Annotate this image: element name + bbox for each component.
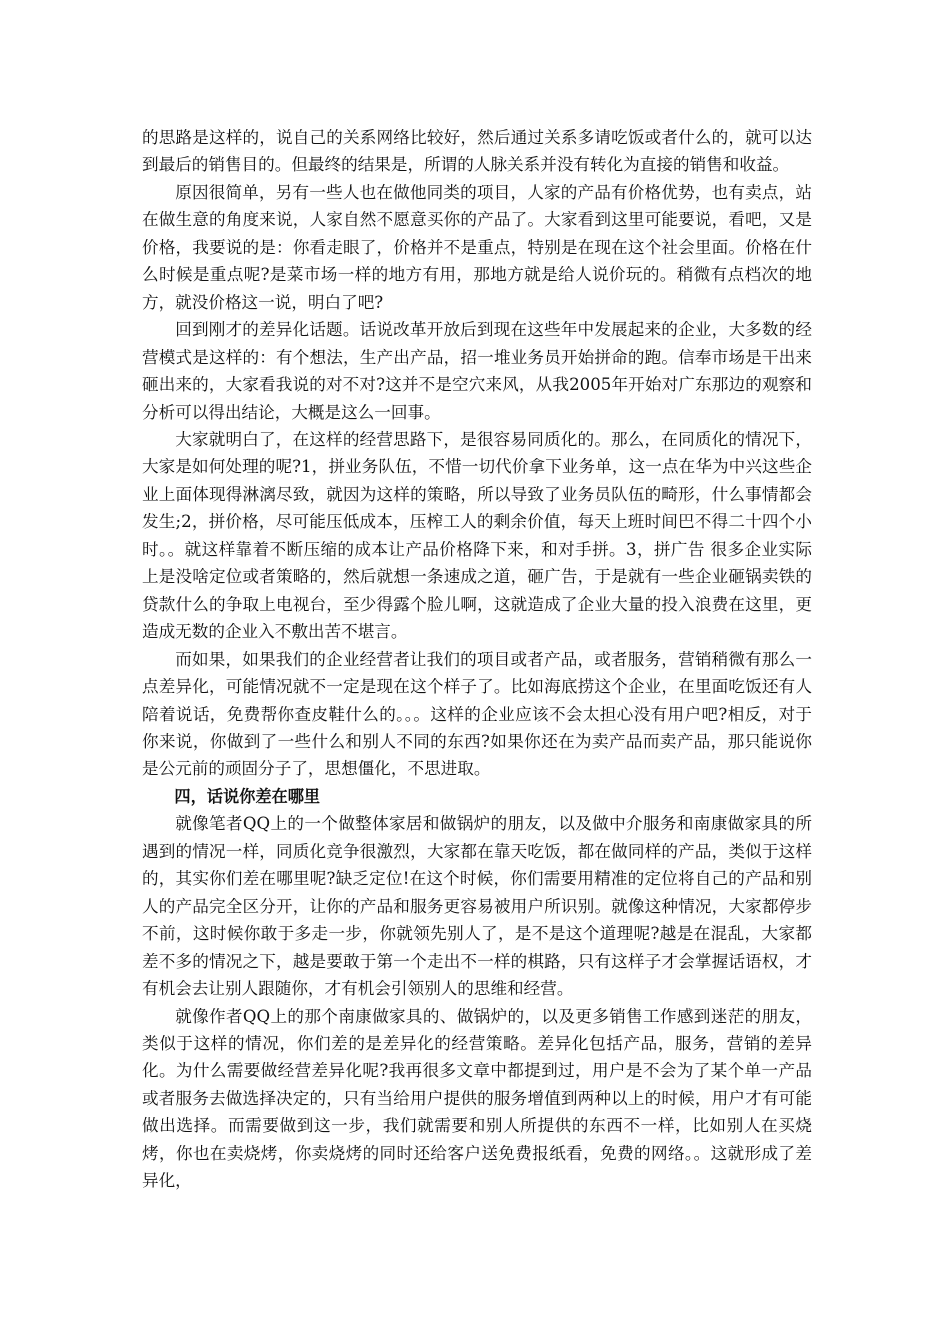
section-heading: 四，话说你差在哪里 bbox=[174, 786, 321, 806]
paragraph: 而如果，如果我们的企业经营者让我们的项目或者产品，或者服务，营销稍微有那么一点差异化，可能情况就不一定是现在这个样子了。比如海底捞这个企业，在里面吃饭还有人陪着说话，免费帮你查皮鞋什么的。。。这样的企业应该不会太担心没有用户吧?相反，对于你来说，你做到了一些什么和别人不同的东西?如果你还在为卖产品而卖产品，那只能说你是公元前的顽固分子了，思想僵化，不思进取。 bbox=[142, 649, 812, 779]
paragraph-continued: 的思路是这样的，说自己的关系网络比较好，然后通过关系多请吃饭或者什么的，就可以达到最后的销售目的。但最终的结果是，所谓的人脉关系并没有转化为直接的销售和收益。 bbox=[142, 128, 812, 175]
paragraph: 原因很简单，另有一些人也在做他同类的项目，人家的产品有价格优势，也有卖点，站在做生意的角度来说，人家自然不愿意买你的产品了。大家看到这里可能要说，看吧，又是价格，我要说的是：你看走眼了，价格并不是重点，特别是在现在这个社会里面。价格在什么时候是重点呢?是菜市场一样的地方有用，那地方就是给人说价玩的。稍微有点档次的地方，就没价格这一说，明白了吧? bbox=[142, 182, 812, 312]
paragraph: 回到刚才的差异化话题。话说改革开放后到现在这些年中发展起来的企业，大多数的经营模式是这样的：有个想法，生产出产品，招一堆业务员开始拼命的跑。信奉市场是干出来砸出来的，大家看我说的对不对?这并不是空穴来风，从我2005年开始对广东那边的观察和分析可以得出结论，大概是这么一回事。 bbox=[142, 320, 812, 422]
paragraph: 就像笔者QQ上的一个做整体家居和做锅炉的朋友，以及做中介服务和南康做家具的所遇到的情况一样，同质化竞争很激烈，大家都在靠天吃饭，都在做同样的产品，类似于这样的，其实你们差在哪里呢?缺乏定位!在这个时候，你们需要用精准的定位将自己的产品和别人的产品完全区分开，让你的产品和服务更容易被用户所识别。就像这种情况，大家都停步不前，这时候你敢于多走一步，你就领先别人了，是不是这个道理呢?越是在混乱，大家都差不多的情况之下，越是要敢于第一个走出不一样的棋路，只有这样子才会掌握话语权，才有机会去让别人跟随你，才有机会引领别人的思维和经营。 bbox=[142, 814, 812, 999]
paragraph: 大家就明白了，在这样的经营思路下，是很容易同质化的。那么，在同质化的情况下，大家是如何处理的呢?1，拼业务队伍，不惜一切代价拿下业务单，这一点在华为中兴这些企业上面体现得淋漓尽致，就因为这样的策略，所以导致了业务员队伍的畸形，什么事情都会发生;2，拼价格，尽可能压低成本，压榨工人的剩余价值，每天上班时间巴不得二十四个小时。。就这样靠着不断压缩的成本让产品价格降下来，和对手拼。3，拼广告 很多企业实际上是没啥定位或者策略的，然后就想一条速成之道，砸广告，于是就有一些企业砸锅卖铁的贷款什么的争取上电视台，至少得露个脸儿啊，这就造成了企业大量的投入浪费在这里，更造成无数的企业入不敷出苦不堪言。 bbox=[142, 429, 812, 642]
document-body bbox=[142, 124, 812, 1195]
paragraph: 就像作者QQ上的那个南康做家具的、做锅炉的，以及更多销售工作感到迷茫的朋友，类似于这样的情况，你们差的是差异化的经营策略。差异化包括产品，服务，营销的差异化。为什么需要做经营差异化呢?我再很多文章中都提到过，用户是不会为了某个单一产品或者服务去做选择决定的，只有当给用户提供的服务增值到两种以上的时候，用户才有可能做出选择。而需要做到这一步，我们就需要和别人所提供的东西不一样，比如别人在买烧烤，你也在卖烧烤，你卖烧烤的同时还给客户送免费报纸看，免费的网络。。这就形成了差异化， bbox=[142, 1006, 812, 1191]
